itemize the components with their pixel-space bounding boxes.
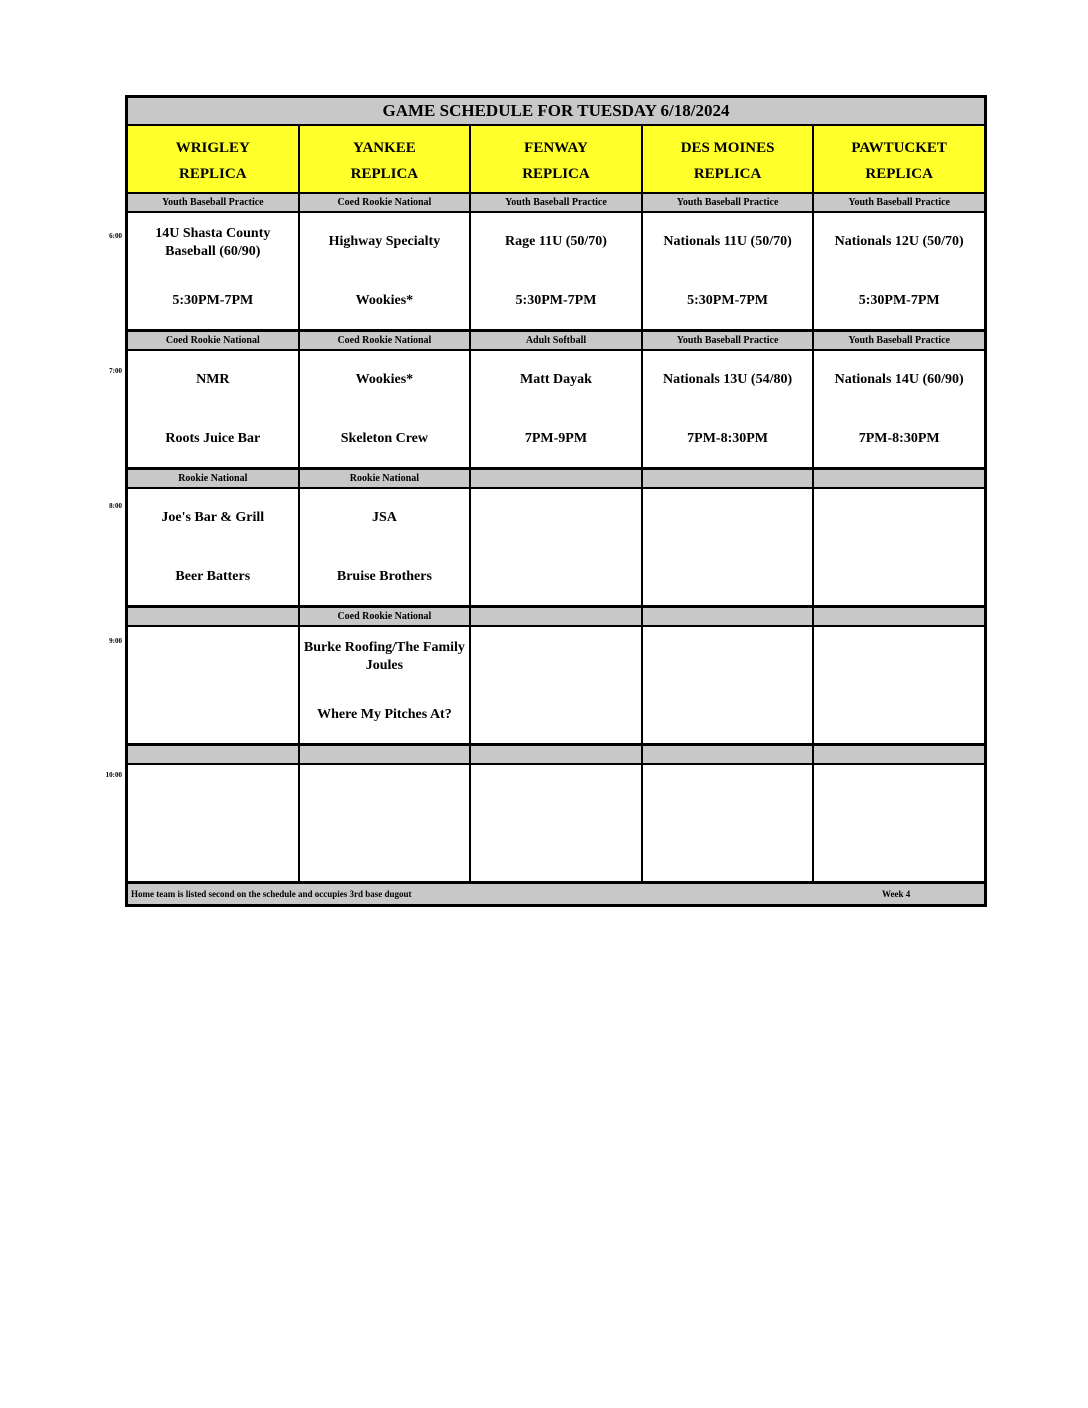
league-label-row xyxy=(128,332,984,351)
league-label: Youth Baseball Practice xyxy=(471,194,643,211)
game-cell xyxy=(300,489,472,605)
league-label xyxy=(471,746,643,763)
game-cell xyxy=(128,213,300,329)
game-cell xyxy=(128,627,300,743)
league-label: Coed Rookie National xyxy=(300,608,472,625)
schedule-footer xyxy=(128,884,984,904)
time-label: 6:00 xyxy=(109,232,122,240)
league-label: Youth Baseball Practice xyxy=(128,194,300,211)
venue-header-yankee xyxy=(300,126,472,192)
away-team: Nationals 14U (60/90) xyxy=(834,372,964,387)
league-label xyxy=(814,470,984,487)
away-team: NMR xyxy=(196,372,230,387)
away-team: Nationals 12U (50/70) xyxy=(834,234,964,249)
away-team: Nationals 11U (50/70) xyxy=(663,234,792,249)
game-slot-row xyxy=(128,351,984,470)
home-team-note: Home team is listed second on the schedule and occupies 3rd base dugout xyxy=(131,889,412,899)
home-team: 5:30PM-7PM xyxy=(687,293,768,308)
schedule-table xyxy=(125,95,987,907)
venue-name: DES MOINES xyxy=(680,140,775,156)
home-team: 5:30PM-7PM xyxy=(858,293,940,308)
venue-header-wrigley xyxy=(128,126,300,192)
league-label: Rookie National xyxy=(128,470,300,487)
game-slot-row xyxy=(128,213,984,332)
venue-sub: REPLICA xyxy=(522,166,590,182)
game-cell xyxy=(300,627,472,743)
venue-sub: REPLICA xyxy=(693,166,762,182)
game-cell xyxy=(471,627,643,743)
league-label: Youth Baseball Practice xyxy=(814,194,984,211)
time-label: 8:00 xyxy=(109,502,122,510)
away-team: Matt Dayak xyxy=(520,372,592,387)
home-team: Beer Batters xyxy=(175,569,251,584)
game-cell xyxy=(471,351,643,467)
game-cell xyxy=(471,489,643,605)
venue-name: WRIGLEY xyxy=(175,140,250,156)
game-cell xyxy=(300,213,472,329)
game-slot-row xyxy=(128,627,984,746)
league-label xyxy=(471,470,643,487)
game-cell xyxy=(643,627,815,743)
venue-name: PAWTUCKET xyxy=(851,140,947,156)
league-label: Coed Rookie National xyxy=(128,332,300,349)
league-label: Youth Baseball Practice xyxy=(814,332,984,349)
league-label xyxy=(471,608,643,625)
away-team: Highway Specialty xyxy=(328,234,441,249)
away-team: Burke Roofing/The Family Joules xyxy=(303,640,465,673)
league-label: Coed Rookie National xyxy=(300,332,472,349)
game-slot-row xyxy=(128,489,984,608)
venue-name: YANKEE xyxy=(352,140,416,156)
venue-header-fenway xyxy=(471,126,643,192)
home-team: 5:30PM-7PM xyxy=(172,293,254,308)
venue-sub: REPLICA xyxy=(179,166,247,182)
league-label: Youth Baseball Practice xyxy=(643,332,815,349)
home-team: Wookies* xyxy=(355,293,414,308)
venue-header-pawtucket xyxy=(814,126,984,192)
home-team: Where My Pitches At? xyxy=(317,707,452,722)
game-cell xyxy=(300,351,472,467)
league-label-row xyxy=(128,194,984,213)
game-cell xyxy=(471,765,643,881)
venue-sub: REPLICA xyxy=(865,166,933,182)
venue-header-row xyxy=(128,126,984,194)
home-team: 5:30PM-7PM xyxy=(515,293,597,308)
game-cell xyxy=(128,765,300,881)
time-label: 7:00 xyxy=(109,367,122,375)
game-cell xyxy=(300,765,472,881)
league-label xyxy=(814,608,984,625)
game-cell xyxy=(643,351,815,467)
game-cell xyxy=(128,489,300,605)
venue-header-des-moines xyxy=(643,126,815,192)
game-cell xyxy=(643,213,815,329)
game-slot-row xyxy=(128,765,984,884)
game-cell xyxy=(643,489,815,605)
time-label: 9:00 xyxy=(109,637,122,645)
game-cell xyxy=(814,489,984,605)
league-label xyxy=(643,746,815,763)
home-team: Bruise Brothers xyxy=(336,569,432,584)
league-label xyxy=(643,608,815,625)
week-label: Week 4 xyxy=(882,889,911,899)
game-cell xyxy=(128,351,300,467)
game-cell xyxy=(814,351,984,467)
game-cell xyxy=(814,627,984,743)
away-team: Nationals 13U (54/80) xyxy=(663,372,793,387)
game-cell xyxy=(471,213,643,329)
league-label xyxy=(128,746,300,763)
home-team: 7PM-8:30PM xyxy=(687,431,768,446)
league-label-row xyxy=(128,470,984,489)
league-label: Rookie National xyxy=(300,470,472,487)
league-label-row xyxy=(128,608,984,627)
league-label: Adult Softball xyxy=(471,332,643,349)
league-label xyxy=(643,470,815,487)
league-label: Youth Baseball Practice xyxy=(643,194,815,211)
home-team: Roots Juice Bar xyxy=(165,431,261,446)
league-label: Coed Rookie National xyxy=(300,194,472,211)
away-team: Joe's Bar & Grill xyxy=(161,510,265,525)
league-label xyxy=(300,746,472,763)
game-cell xyxy=(643,765,815,881)
away-team: 14U Shasta County Baseball (60/90) xyxy=(155,226,271,259)
time-label: 10:00 xyxy=(105,771,122,779)
home-team: 7PM-9PM xyxy=(524,431,588,446)
venue-sub: REPLICA xyxy=(350,166,419,182)
venue-name: FENWAY xyxy=(524,140,588,156)
game-cell xyxy=(814,765,984,881)
game-cell xyxy=(814,213,984,329)
away-team: Wookies* xyxy=(355,372,414,387)
league-label xyxy=(128,608,300,625)
home-team: 7PM-8:30PM xyxy=(858,431,940,446)
home-team: Skeleton Crew xyxy=(340,431,428,446)
away-team: Rage 11U (50/70) xyxy=(505,234,607,249)
away-team: JSA xyxy=(371,510,397,525)
league-label xyxy=(814,746,984,763)
league-label-row xyxy=(128,746,984,765)
schedule-title: GAME SCHEDULE FOR TUESDAY 6/18/2024 xyxy=(128,98,984,126)
